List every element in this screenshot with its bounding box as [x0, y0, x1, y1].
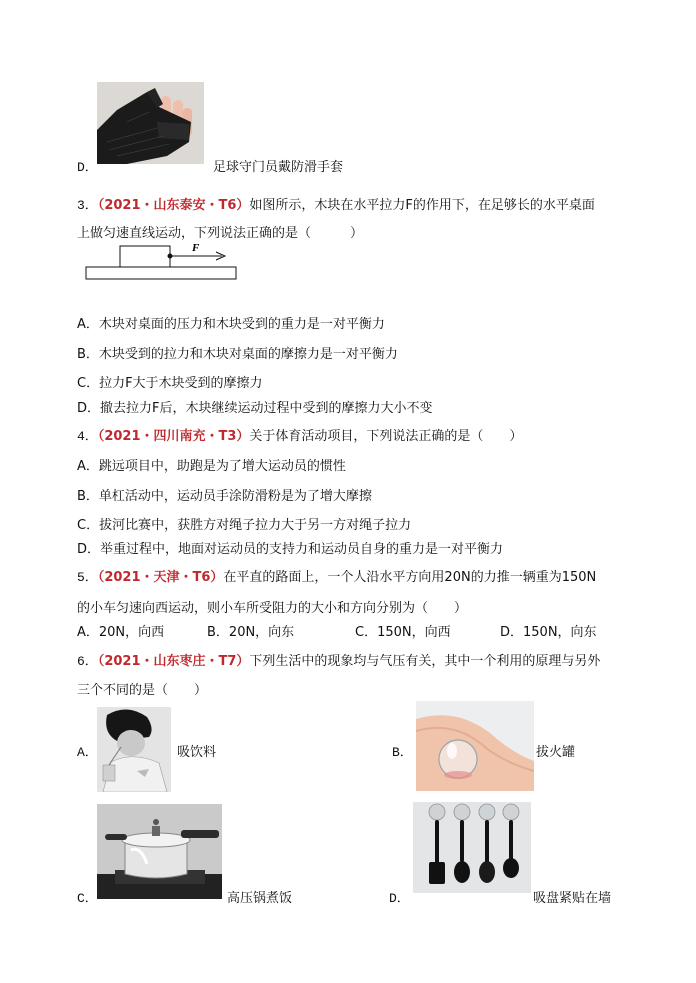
question-5-stem-2: 的小车匀速向西运动，则小车所受阻力的大小和方向分别为（ ） [77, 601, 468, 616]
question-6-option-c-text: 高压锅煮饭 [227, 891, 293, 906]
question-3-option-b: B．木块受到的拉力和木块对桌面的摩擦力是一对平衡力 [77, 347, 398, 362]
question-5-option-b: B．20N，向东 [207, 625, 295, 640]
question-6-option-d-text: 吸盘紧贴在墙 [533, 891, 612, 906]
question-3-option-a: A．木块对桌面的压力和木块受到的重力是一对平衡力 [77, 317, 385, 332]
question-3-line-1 [77, 194, 595, 213]
question-5-line-1 [77, 566, 596, 585]
question-5-number: 5． [77, 570, 98, 585]
drinking-straw-photo [97, 707, 171, 792]
q2-option-d-label: D． [77, 160, 98, 175]
force-f-label: F [192, 242, 200, 254]
question-6-stem-1: 下列生活中的现象均与气压有关，其中一个利用的原理与另外 [249, 654, 601, 669]
question-6-line-1 [77, 650, 600, 669]
question-4-source: （2021・四川南充・T3） [97, 429, 250, 444]
question-6-stem-2: 三个不同的是（ ） [77, 683, 208, 698]
question-5-stem-1: 在平直的路面上，一个人沿水平方向用20N的力推一辆重为150N [223, 570, 597, 585]
question-4-option-a: A．跳远项目中，助跑是为了增大运动员的惯性 [77, 459, 346, 474]
question-3-option-c: C．拉力F大于木块受到的摩擦力 [77, 376, 263, 391]
suction-cup-hooks-photo [413, 802, 531, 893]
question-4-option-d: D．举重过程中，地面对运动员的支持力和运动员自身的重力是一对平衡力 [77, 542, 504, 557]
question-3-stem-2: 上做匀速直线运动，下列说法正确的是（ ） [77, 226, 364, 241]
question-4-stem-text: 关于体育活动项目，下列说法正确的是（ ） [249, 429, 523, 444]
question-6-option-a-text: 吸饮料 [177, 745, 217, 760]
question-4-stem [77, 425, 522, 444]
question-3-stem-1: 如图所示，木块在水平拉力F的作用下，在足够长的水平桌面 [249, 198, 595, 213]
question-4-option-c: C．拔河比赛中，获胜方对绳子拉力大于另一方对绳子拉力 [77, 518, 412, 533]
question-5-option-d: D．150N，向东 [500, 625, 597, 640]
pressure-cooker-photo [97, 804, 222, 899]
q2-option-d-text: 足球守门员戴防滑手套 [213, 160, 344, 175]
cupping-glass-photo [416, 701, 534, 791]
question-3-number: 3． [77, 198, 98, 213]
question-6-option-c-label: C． [77, 891, 98, 906]
glove-photo [97, 82, 204, 164]
question-4-number: 4． [77, 429, 98, 444]
question-5-option-a: A．20N，向西 [77, 625, 165, 640]
question-3-source: （2021・山东泰安・T6） [97, 198, 250, 213]
question-6-source: （2021・山东枣庄・T7） [97, 654, 250, 669]
question-6-number: 6． [77, 654, 98, 669]
question-5-option-c: C．150N，向西 [355, 625, 451, 640]
question-5-source: （2021・天津・T6） [97, 570, 224, 585]
question-6-option-b-label: B． [392, 745, 413, 760]
block-on-table-diagram [84, 240, 240, 282]
question-3-option-d: D．撤去拉力F后，木块继续运动过程中受到的摩擦力大小不变 [77, 401, 433, 416]
question-4-option-b: B．单杠活动中，运动员手涂防滑粉是为了增大摩擦 [77, 489, 372, 504]
question-6-option-d-label: D． [389, 891, 410, 906]
question-6-option-b-text: 拔火罐 [536, 745, 576, 760]
question-6-option-a-label: A． [77, 745, 98, 760]
